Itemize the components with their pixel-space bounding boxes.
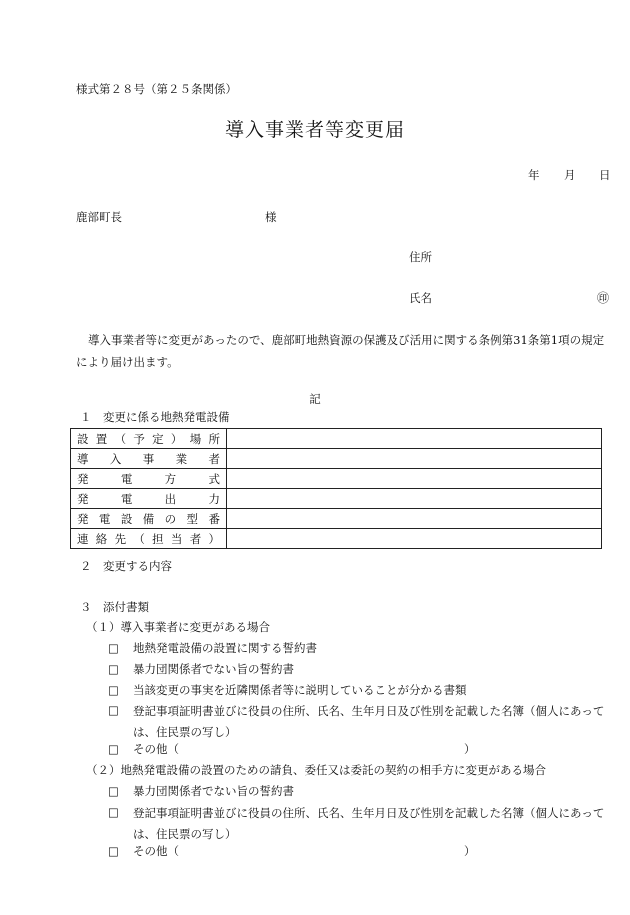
label-char: 入 (109, 451, 122, 466)
label-char: 業 (175, 451, 188, 466)
label-char: 電 (98, 511, 111, 526)
other-label: その他（ (133, 844, 179, 858)
row-value-cell[interactable] (227, 449, 602, 469)
table-row (71, 449, 602, 469)
label-char: 導 (77, 451, 89, 466)
checkbox[interactable]: □ (108, 641, 119, 655)
label-char: 電 (120, 471, 133, 486)
label-char: ） (170, 431, 183, 446)
section2-heading: ２ 変更する内容 (80, 559, 172, 573)
row-label-text (77, 431, 220, 447)
row-label (71, 509, 227, 529)
label-char: （ (114, 431, 127, 446)
checkbox[interactable]: □ (108, 662, 119, 676)
address-label: 住所 (409, 250, 432, 264)
section1-heading: １ 変更に係る地熱発電設備 (80, 410, 230, 424)
label-char: 出 (164, 491, 177, 506)
row-label (71, 489, 227, 509)
row-label-text (77, 451, 220, 467)
form-number: 様式第２８号（第２５条関係） (76, 82, 237, 96)
attachment-item: 登記事項証明書並びに役員の住所、氏名、生年月日及び性別を記載した名簿（個人にあっては、住民票の写し） (133, 704, 605, 739)
row-label-text (77, 471, 220, 487)
honorific: 様 (265, 210, 277, 224)
table-row (71, 509, 602, 529)
label-char: の (164, 511, 177, 526)
date-month-label: 月 (564, 168, 576, 182)
date-day-label: 日 (599, 168, 611, 182)
row-value-cell[interactable] (227, 429, 602, 449)
label-char: ） (208, 531, 220, 546)
attachment-item: 当該変更の事実を近隣関係者等に説明していることが分かる書類 (133, 683, 467, 697)
label-char: 連 (77, 531, 89, 546)
row-label-text (77, 531, 220, 547)
ki-heading: 記 (309, 392, 321, 406)
label-char: 担 (152, 531, 164, 546)
label-char: 置 (95, 431, 108, 446)
other-close-paren: ） (464, 844, 476, 858)
label-char: 式 (208, 471, 220, 486)
label-char: 方 (164, 471, 177, 486)
row-label (71, 469, 227, 489)
section3-heading: ３ 添付書類 (80, 600, 149, 614)
checkbox[interactable]: □ (108, 844, 119, 858)
label-char: 力 (208, 491, 220, 506)
checkbox[interactable]: □ (108, 784, 119, 798)
label-char: 発 (77, 471, 89, 486)
seal-mark: ㊞ (597, 291, 610, 305)
table-row (71, 489, 602, 509)
date-year-label: 年 (528, 168, 540, 182)
row-label (71, 429, 227, 449)
label-char: 設 (77, 431, 89, 446)
checkbox[interactable]: □ (108, 742, 119, 756)
row-value-cell[interactable] (227, 529, 602, 549)
label-char: 所 (208, 431, 220, 446)
label-char: 先 (114, 531, 127, 546)
row-label (71, 529, 227, 549)
label-char: 絡 (95, 531, 108, 546)
document-title: 導入事業者等変更届 (224, 119, 405, 141)
label-char: 場 (189, 431, 202, 446)
label-char: 番 (208, 511, 220, 526)
table-row (71, 429, 602, 449)
sub2-heading: （２）地熱発電設備の設置のための請負、委任又は委託の契約の相手方に変更がある場合 (86, 763, 546, 777)
label-char: 発 (77, 491, 89, 506)
attachment-item: 暴力団関係者でない旨の誓約書 (133, 662, 294, 676)
label-char: 者 (189, 531, 202, 546)
checkbox[interactable]: □ (108, 703, 119, 717)
name-label: 氏名 (409, 291, 432, 305)
attachment-item: 地熱発電設備の設置に関する誓約書 (133, 641, 317, 655)
other-close-paren: ） (464, 742, 476, 756)
label-char: 者 (208, 451, 220, 466)
checkbox[interactable]: □ (108, 805, 119, 819)
label-char: （ (133, 531, 145, 546)
body-text: 導入事業者等に変更があったので、鹿部町地熱資源の保護及び活用に関する条例第31条第1項の規定により届け出ます。 (76, 333, 605, 369)
row-label (71, 449, 227, 469)
label-char: 発 (77, 511, 89, 526)
checkbox[interactable]: □ (108, 683, 119, 697)
attachment-item: 登記事項証明書並びに役員の住所、氏名、生年月日及び性別を記載した名簿（個人にあっては、住民票の写し） (133, 806, 605, 841)
label-char: 設 (120, 511, 133, 526)
label-char: 当 (170, 531, 183, 546)
label-char: 電 (120, 491, 133, 506)
sub1-heading: （１）導入事業者に変更がある場合 (86, 620, 270, 634)
row-value-cell[interactable] (227, 509, 602, 529)
label-char: 備 (142, 511, 155, 526)
label-char: 予 (133, 431, 145, 446)
equipment-table (70, 428, 602, 549)
table-row (71, 529, 602, 549)
attachment-item: 暴力団関係者でない旨の誓約書 (133, 784, 294, 798)
row-label-text (77, 491, 220, 507)
label-char: 事 (142, 451, 155, 466)
row-value-cell[interactable] (227, 489, 602, 509)
row-label-text (77, 511, 220, 527)
row-value-cell[interactable] (227, 469, 602, 489)
other-label: その他（ (133, 742, 179, 756)
label-char: 型 (186, 511, 199, 526)
label-char: 定 (152, 431, 164, 446)
table-row (71, 469, 602, 489)
recipient: 鹿部町長 (76, 210, 122, 224)
